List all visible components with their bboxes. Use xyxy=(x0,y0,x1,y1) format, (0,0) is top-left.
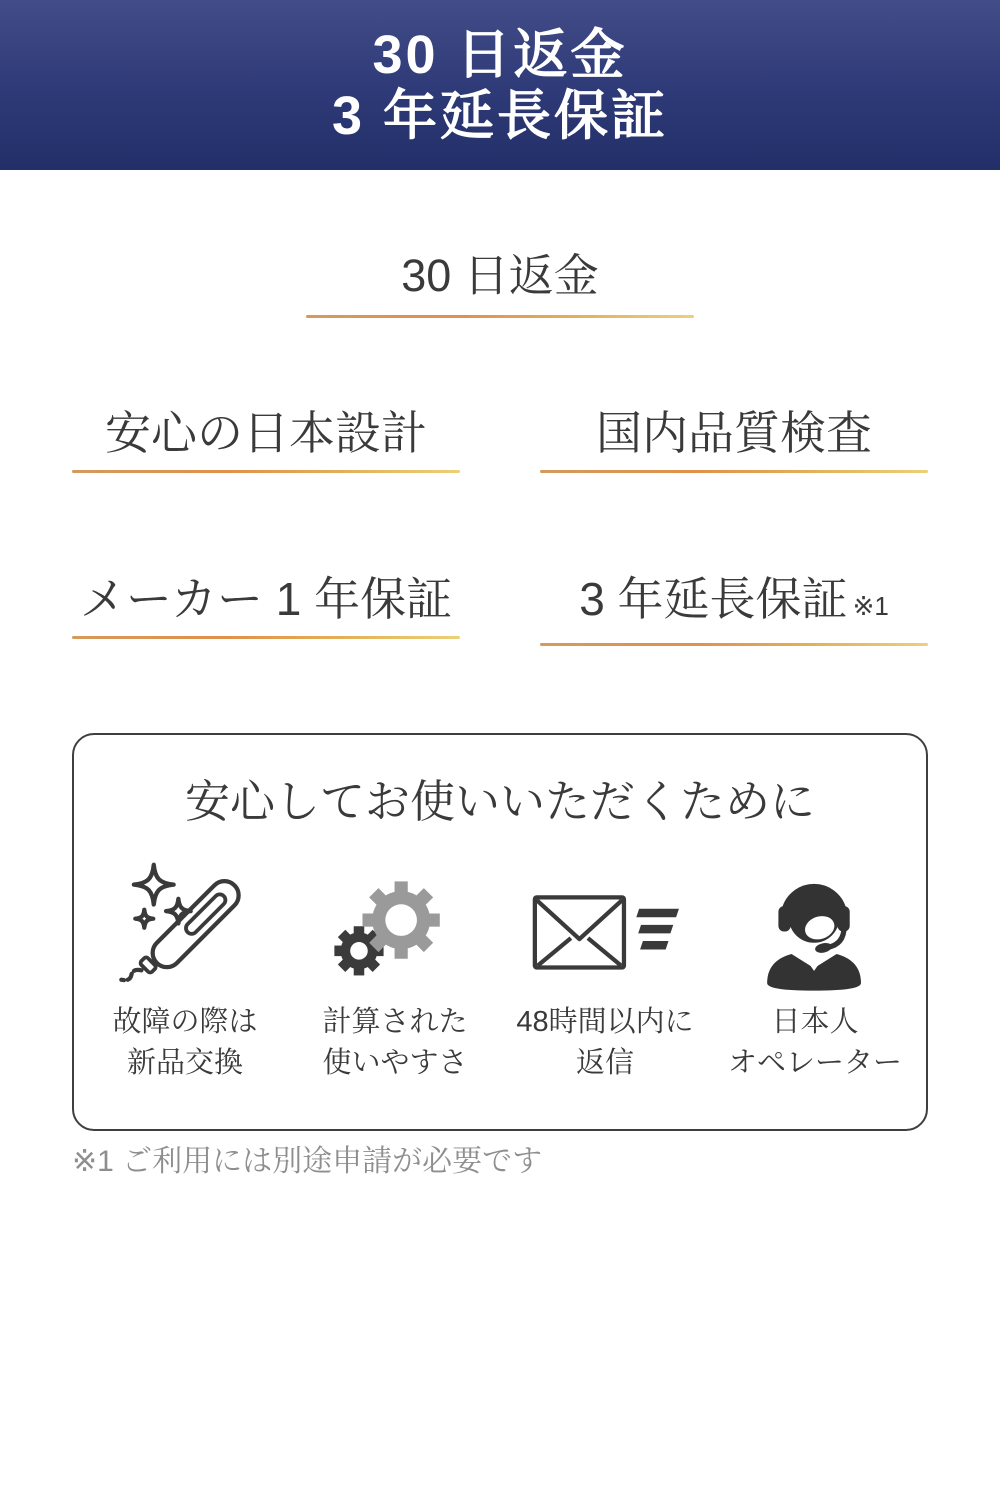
support-label-line1: 48時間以内に xyxy=(516,1006,694,1038)
support-item-replacement xyxy=(80,861,290,1083)
section-title-text: 30 日返金 xyxy=(401,250,599,301)
support-label-line1: 計算された xyxy=(322,1006,468,1038)
support-label-line1: 日本人 xyxy=(771,1006,859,1038)
gold-underline xyxy=(540,470,928,473)
feature-maker-warranty xyxy=(72,568,460,639)
section-title-refund xyxy=(0,245,1000,318)
feature-domestic-inspection xyxy=(540,402,928,473)
gold-underline xyxy=(540,643,928,646)
feature-label xyxy=(540,568,928,637)
hero-line-2: 3 年延長保証 xyxy=(331,86,669,146)
operator-headset-icon xyxy=(754,861,876,1001)
gears-icon xyxy=(329,861,461,1001)
support-label-line2: 使いやすさ xyxy=(322,1047,468,1079)
support-label-line2: 返信 xyxy=(575,1047,634,1079)
sparkle-flat-iron-icon xyxy=(114,861,256,1001)
hero-line-1: 30 日返金 xyxy=(372,25,628,85)
support-grid xyxy=(74,861,926,1083)
feature-label: メーカー 1 年保証 xyxy=(79,573,453,625)
support-box-heading: 安心してお使いいただくために xyxy=(184,776,815,827)
feature-label: 国内品質検査 xyxy=(596,407,872,459)
support-label-line1: 故障の際は xyxy=(112,1006,258,1038)
support-item-reply xyxy=(500,861,710,1083)
mail-speed-icon xyxy=(529,861,681,1001)
support-item-usability xyxy=(290,861,500,1083)
hero-banner xyxy=(0,0,1000,170)
support-label-line2: 新品交換 xyxy=(126,1047,243,1079)
gold-underline xyxy=(306,315,694,318)
feature-extended-warranty xyxy=(540,568,928,646)
footnote: ※1 ご利用には別途申請が必要です xyxy=(72,1145,543,1178)
gold-underline xyxy=(72,470,460,473)
gold-underline xyxy=(72,636,460,639)
support-label-line2: オペレーター xyxy=(727,1047,902,1079)
feature-footnote-marker: ※1 xyxy=(852,591,889,621)
support-item-operator xyxy=(710,861,920,1083)
feature-label: 安心の日本設計 xyxy=(105,407,427,459)
feature-label-main: 3 年延長保証 xyxy=(579,573,848,625)
support-box xyxy=(72,733,928,1131)
feature-japan-design xyxy=(72,402,460,473)
